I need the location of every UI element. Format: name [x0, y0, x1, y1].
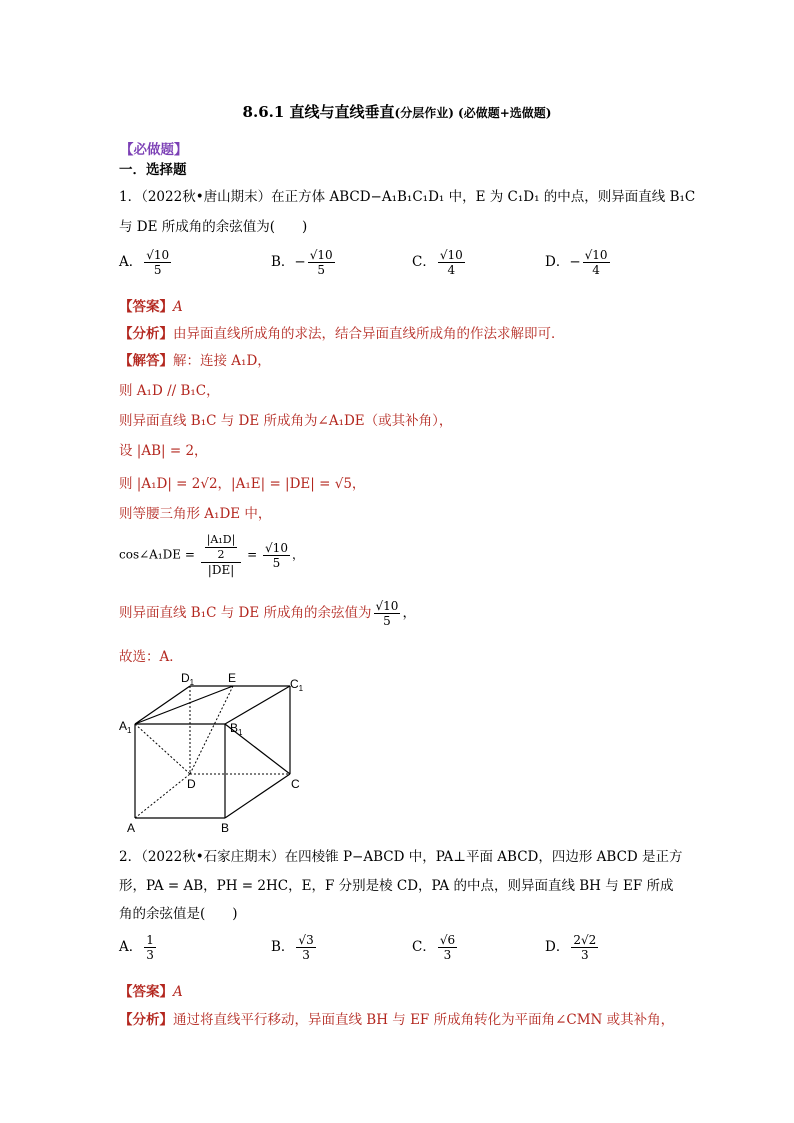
label-a1: $A_1$	[119, 719, 132, 735]
q1-solution-step6: 则异面直线 B₁C 与 DE 所成角的余弦值为 $\frac{√10}{5}$ ，	[119, 599, 416, 628]
segment-a1-d-hidden	[135, 724, 190, 774]
q1-stem-line1: 1．（2022秋•唐山期末）在正方体 ABCD−A₁B₁C₁D₁ 中，E 为 C₁D₁ 的中点，则异面直线 B₁C	[119, 189, 696, 205]
q1-solution-step4: 则 |A₁D| = 2√2，|A₁E| = |DE| = √5，	[119, 476, 366, 492]
q2-analysis: 【分析】通过将直线平行移动，异面直线 BH 与 EF 所成角转化为平面角∠CMN 或其补角，	[119, 1012, 675, 1028]
label-d1: $D_1$	[181, 671, 195, 687]
q2-answer: 【答案】A	[119, 984, 183, 1000]
q1-option-d: D．− $\frac{√10}{4}$	[545, 248, 608, 277]
label-c1: $C_1$	[290, 677, 304, 693]
q1-cos-formula: cos∠A₁DE = $\frac{\frac{\text{|A₁D|}}{2}}{|DE|}$ = $\frac{√10}{5}$ ，	[119, 533, 304, 577]
edge-b1-c1	[225, 686, 290, 724]
section-required: 【必做题】	[120, 142, 188, 158]
edge-a-d-hidden	[135, 774, 190, 818]
q1-solution-step1: 则 A₁D // B₁C，	[119, 383, 220, 399]
cube-figure	[115, 668, 315, 840]
q1-solution-intro: 【解答】解：连接 A₁D，	[119, 353, 271, 369]
label-c: C	[291, 777, 300, 791]
label-b1: $B_1$	[230, 721, 243, 737]
title-main: 8.6.1 直线与直线垂直	[242, 103, 395, 121]
label-e: E	[228, 671, 237, 685]
q1-stem-line2: 与 DE 所成角的余弦值为( )	[119, 219, 308, 235]
subsection-choice: 一．选择题	[119, 162, 187, 178]
label-b: B	[221, 821, 230, 835]
q1-option-b: B．− $\frac{√10}{5}$	[271, 248, 333, 277]
segment-d-e-hidden	[190, 686, 233, 774]
q2-stem-line1: 2．（2022秋•石家庄期末）在四棱锥 P−ABCD 中，PA⊥平面 ABCD，四边形 ABCD 是正方	[119, 849, 683, 865]
label-a: A	[127, 821, 136, 835]
q1-solution-step2: 则异面直线 B₁C 与 DE 所成角为∠A₁DE（或其补角），	[119, 413, 453, 429]
q1-solution-step3: 设 |AB| = 2，	[119, 443, 208, 459]
q1-choose: 故选：A．	[119, 649, 183, 665]
q1-option-c: C． $\frac{√10}{4}$	[412, 248, 463, 277]
q2-stem-line2: 形，PA = AB，PH = 2HC，E，F 分别是棱 CD，PA 的中点，则异面直线 BH 与 EF 所成	[119, 878, 674, 894]
segment-a1-e	[135, 686, 233, 724]
edge-a1-d1	[135, 686, 190, 724]
title-sub: (分层作业) (必做题+选做题)	[394, 106, 552, 120]
q1-answer: 【答案】A	[119, 299, 183, 315]
q1-analysis: 【分析】由异面直线所成角的求法，结合异面直线所成角的作法求解即可．	[119, 326, 565, 342]
q2-option-a: A． $\frac{1}{3}$	[119, 933, 154, 962]
q1-solution-step5: 则等腰三角形 A₁DE 中，	[119, 506, 272, 522]
label-d: D	[187, 777, 196, 791]
edge-b-c	[225, 774, 290, 818]
page-title	[0, 101, 794, 122]
q2-stem-line3: 角的余弦值是( )	[119, 906, 238, 922]
q2-option-b: B． $\frac{√3}{3}$	[271, 933, 314, 962]
q2-option-c: C． $\frac{√6}{3}$	[412, 933, 456, 962]
q2-option-d: D． $\frac{2√2}{3}$	[545, 933, 597, 962]
q1-option-a: A． $\frac{√10}{5}$	[119, 248, 170, 277]
